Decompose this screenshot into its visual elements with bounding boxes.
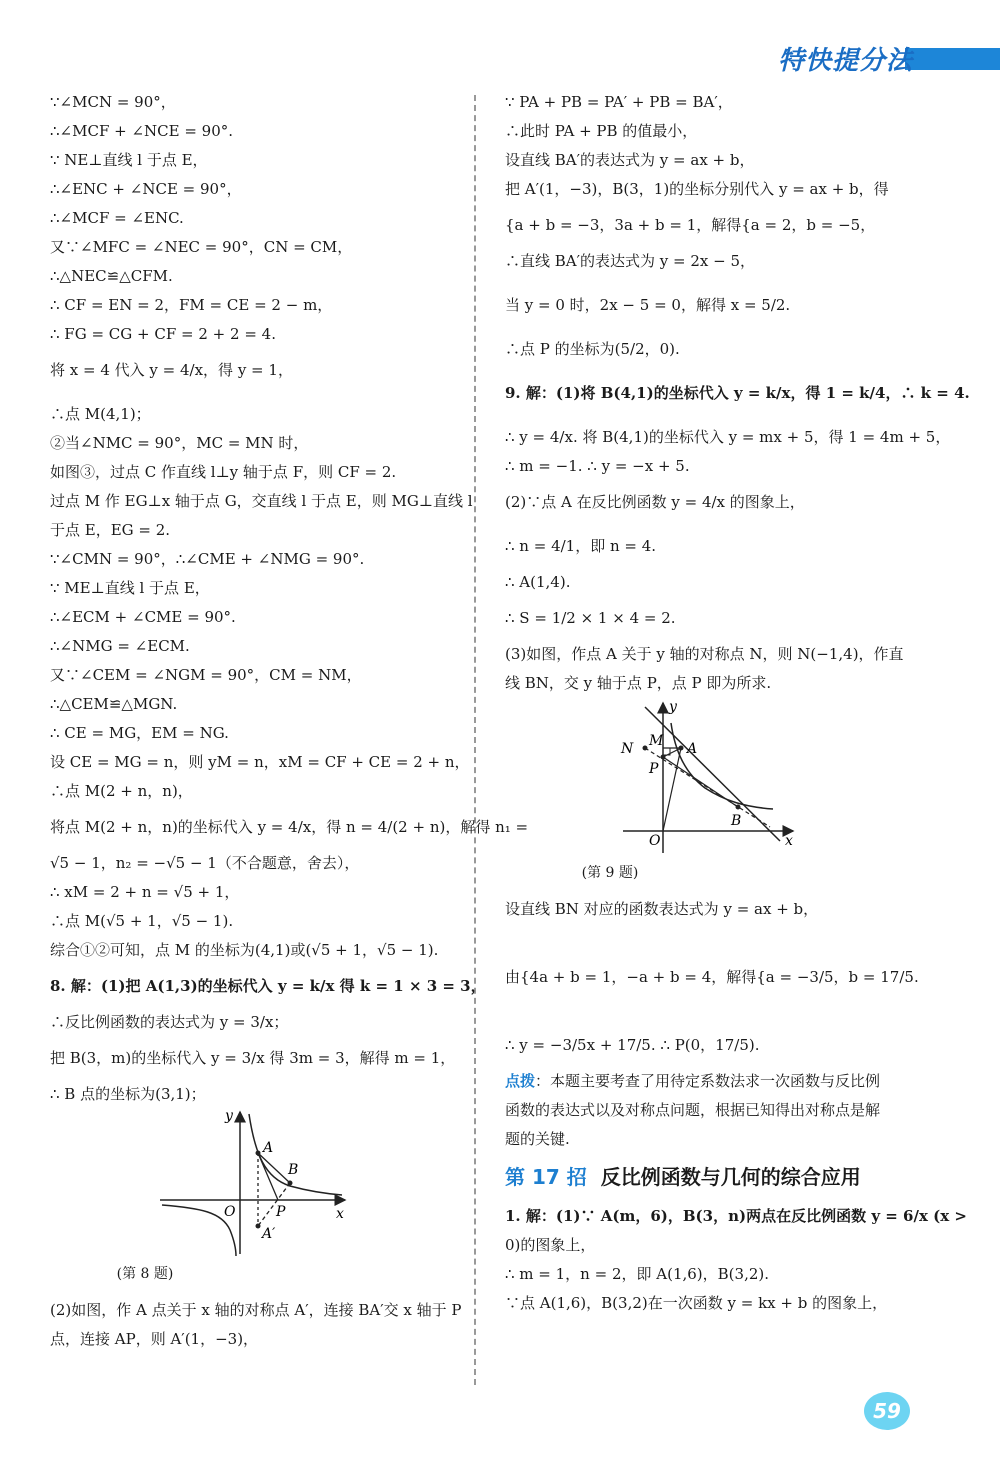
label-x: x: [336, 1206, 344, 1222]
text-line: ∴ CF = EN = 2，FM = CE = 2 − m，: [50, 296, 333, 314]
section-number: 第 17 招: [505, 1165, 587, 1189]
label-x: x: [785, 833, 793, 849]
text-line: 由{4a + b = 1，−a + b = 4，解得{a = −3/5，b = 17/5.: [505, 968, 919, 986]
page-number: 59: [864, 1392, 910, 1430]
point-a: [679, 746, 684, 751]
text-line: ∴ m = 1，n = 2，即 A(1,6)，B(3,2).: [505, 1265, 770, 1283]
text-line: ∴ y = 4/x. 将 B(4,1)的坐标代入 y = mx + 5，得 1 = 4m + 5，: [505, 428, 951, 446]
text-line: 把 A′(1，−3)，B(3，1)的坐标分别代入 y = ax + b，得: [505, 180, 889, 198]
label-p: P: [276, 1204, 286, 1220]
label-m: M: [649, 733, 664, 749]
point-b: [288, 1181, 293, 1186]
text-line: (2)∵点 A 在反比例函数 y = 4/x 的图象上，: [505, 493, 805, 511]
problem-8-heading: 8. 解：(1)把 A(1,3)的坐标代入 y = k/x 得 k = 1 × 3 = 3，: [50, 977, 486, 995]
figure-8-caption: (第 8 题): [116, 1266, 174, 1282]
text-line: ∴∠MCF = ∠ENC.: [50, 209, 184, 227]
tip-line: 函数的表达式以及对称点问题，根据已知得出对称点是解: [505, 1101, 881, 1119]
text-line: 线 BN，交 y 轴于点 P，点 P 即为所求.: [505, 674, 772, 692]
column-divider: [474, 95, 476, 1385]
label-a-prime: A′: [262, 1226, 276, 1242]
figure-9-caption: (第 9 题): [581, 865, 639, 881]
right-column: [505, 92, 970, 1313]
text-line: ∴ S = 1/2 × 1 × 4 = 2.: [505, 609, 676, 627]
figure-9: [505, 693, 915, 863]
text-line: 又∵∠MFC = ∠NEC = 90°，CN = CM，: [50, 238, 353, 256]
label-a: A: [263, 1140, 274, 1156]
text-line: 设直线 BA′的表达式为 y = ax + b，: [505, 151, 755, 169]
tip-text: ：本题主要考查了用待定系数法求一次函数与反比例: [535, 1072, 881, 1090]
text-line: ∴∠MCF + ∠NCE = 90°.: [50, 122, 234, 140]
text-line: (3)如图，作点 A 关于 y 轴的对称点 N，则 N(−1,4)，作直: [505, 645, 904, 663]
text-line: ∵∠MCN = 90°，: [50, 93, 176, 111]
text-line: ∴点 M(√5 + 1，√5 − 1).: [50, 912, 234, 930]
text-line: ∴ CE = MG，EM = NG.: [50, 724, 229, 742]
label-n: N: [621, 741, 634, 757]
text-line: ∵ PA + PB = PA′ + PB = BA′，: [505, 93, 733, 111]
text-line: ∴∠ENC + ∠NCE = 90°，: [50, 180, 242, 198]
tip-label: 点拨: [505, 1072, 536, 1090]
label-y: y: [669, 699, 677, 715]
text-line: 把 B(3，m)的坐标代入 y = 3/x 得 3m = 3，解得 m = 1，: [50, 1049, 456, 1067]
brand-bar: [905, 48, 1000, 70]
text-line: ∴点 M(4,1)；: [50, 405, 151, 423]
label-o: O: [224, 1204, 236, 1220]
text-line: 设 CE = MG = n，则 yM = n，xM = CF + CE = 2 + n，: [50, 753, 470, 771]
problem-1-heading: 1. 解：(1)∵ A(m，6)，B(3，n)两点在反比例函数 y = 6/x (x >: [505, 1207, 967, 1225]
text-line: ∴ xM = 2 + n = √5 + 1，: [50, 883, 240, 901]
text-line: ∵ ME⊥直线 l 于点 E，: [50, 579, 210, 597]
text-line: ∴ FG = CG + CF = 2 + 2 = 4.: [50, 325, 276, 343]
text-line: ∵∠CMN = 90°，∴∠CME + ∠NMG = 90°.: [50, 550, 365, 568]
text-line: 于点 E，EG = 2.: [50, 521, 171, 539]
text-line: 综合①②可知，点 M 的坐标为(4,1)或(√5 + 1，√5 − 1).: [50, 941, 439, 959]
text-line: √5 − 1，n₂ = −√5 − 1（不合题意，舍去），: [50, 854, 360, 872]
label-b: B: [731, 813, 742, 829]
text-line: 当 y = 0 时，2x − 5 = 0，解得 x = 5/2.: [505, 296, 791, 314]
text-line: ∴ m = −1. ∴ y = −x + 5.: [505, 457, 690, 475]
brand-header: [768, 38, 1000, 78]
text-line: (2)如图，作 A 点关于 x 轴的对称点 A′，连接 BA′交 x 轴于 P: [50, 1301, 462, 1319]
text-line: ∴ B 点的坐标为(3,1)；: [50, 1085, 206, 1103]
text-line: ∵点 A(1,6)，B(3,2)在一次函数 y = kx + b 的图象上，: [505, 1294, 888, 1312]
text-line: 将点 M(2 + n，n)的坐标代入 y = 4/x，得 n = 4/(2 + n)，解得 n₁ =: [50, 818, 529, 836]
text-line: ②当∠NMC = 90°，MC = MN 时，: [50, 434, 309, 452]
figure-8: [50, 1104, 460, 1264]
text-line: ∴△NEC≌△CFM.: [50, 267, 173, 285]
label-o: O: [649, 833, 661, 849]
point-b: [736, 805, 741, 810]
segment-ab: [258, 1153, 290, 1183]
text-line: 如图③，过点 C 作直线 l⊥y 轴于点 F，则 CF = 2.: [50, 463, 397, 481]
segment-ap: [258, 1153, 278, 1200]
text-line: ∵ NE⊥直线 l 于点 E，: [50, 151, 208, 169]
segment-pb: [663, 757, 738, 807]
text-line: ∴反比例函数的表达式为 y = 3/x；: [50, 1013, 289, 1031]
point-n: [643, 746, 648, 751]
text-line: 设直线 BN 对应的函数表达式为 y = ax + b，: [505, 900, 819, 918]
text-line: ∴ A(1,4).: [505, 573, 571, 591]
tip-line: 题的关键.: [505, 1130, 570, 1148]
text-line: 又∵∠CEM = ∠NGM = 90°，CM = NM，: [50, 666, 362, 684]
text-line: 0)的图象上，: [505, 1236, 596, 1254]
text-line: 过点 M 作 EG⊥x 轴于点 G，交直线 l 于点 E，则 MG⊥直线 l: [50, 492, 473, 510]
point-a-prime: [256, 1224, 261, 1229]
text-line: 点，连接 AP，则 A′(1，−3)，: [50, 1330, 259, 1348]
problem-9-heading: 9. 解：(1)将 B(4,1)的坐标代入 y = k/x，得 1 = k/4，∴ k = 4.: [505, 384, 970, 402]
text-line: ∴此时 PA + PB 的值最小，: [505, 122, 698, 140]
section-title: 反比例函数与几何的综合应用: [600, 1165, 861, 1189]
text-line: ∴ y = −3/5x + 17/5. ∴ P(0，17/5).: [505, 1036, 760, 1054]
text-line: ∴△CEM≌△MGN.: [50, 695, 178, 713]
text-line: {a + b = −3，3a + b = 1，解得{a = 2，b = −5，: [505, 216, 876, 234]
section-heading: [505, 1161, 915, 1190]
point-p: [661, 755, 666, 760]
text-line: ∴∠NMG = ∠ECM.: [50, 637, 190, 655]
text-line: ∴直线 BA′的表达式为 y = 2x − 5，: [505, 252, 756, 270]
label-y: y: [225, 1108, 233, 1124]
brand-title: 特快提分法: [778, 46, 914, 76]
tip-line: [505, 1071, 915, 1091]
text-line: ∴点 P 的坐标为(5/2，0).: [505, 340, 680, 358]
text-line: ∴∠ECM + ∠CME = 90°.: [50, 608, 236, 626]
text-line: ∴点 M(2 + n，n)，: [50, 782, 193, 800]
label-b: B: [288, 1162, 299, 1178]
text-line: 将 x = 4 代入 y = 4/x，得 y = 1，: [50, 361, 293, 379]
text-line: ∴ n = 4/1，即 n = 4.: [505, 537, 657, 555]
label-p: P: [649, 761, 659, 777]
label-a: A: [687, 741, 698, 757]
point-a: [256, 1151, 261, 1156]
